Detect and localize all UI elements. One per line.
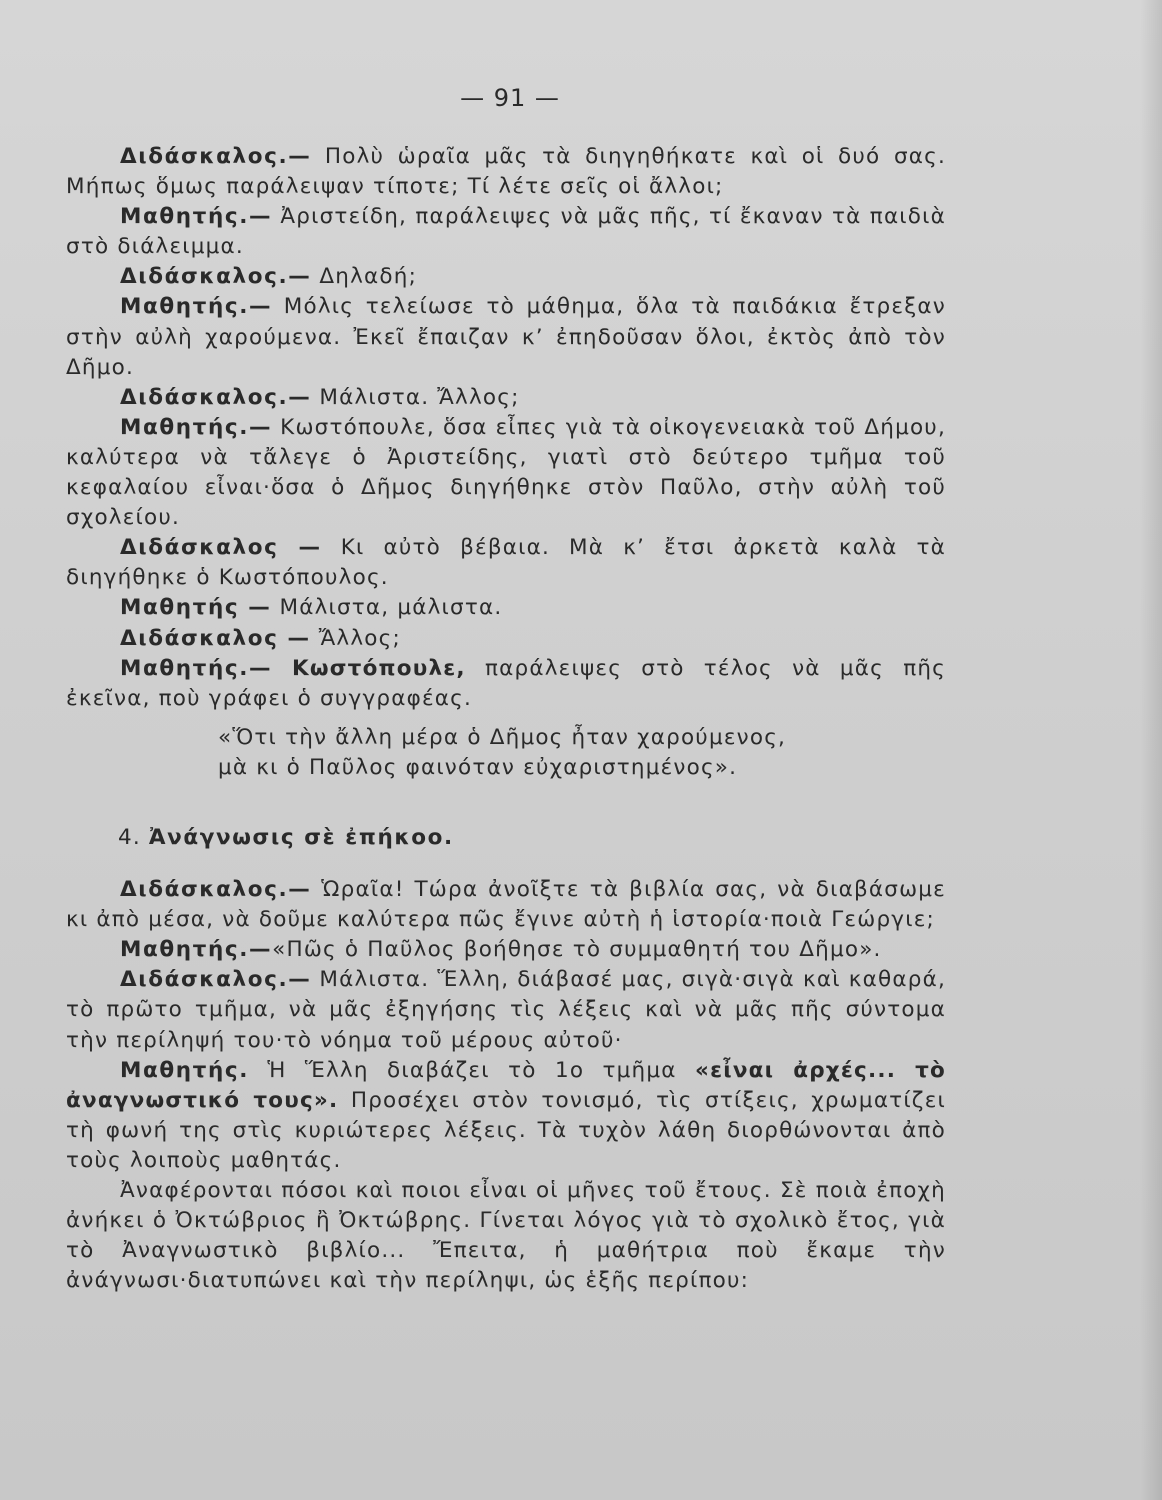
dialogue: Ἄλλος; bbox=[310, 625, 401, 651]
speaker: Μαθητής.— bbox=[120, 294, 273, 320]
quote-line-2: μὰ κι ὁ Παῦλος φαινόταν εὐχαριστημένος». bbox=[218, 754, 738, 780]
quotation bbox=[218, 723, 946, 783]
speaker: Μαθητής.— bbox=[120, 414, 273, 440]
speaker: Μαθητής.— bbox=[120, 937, 273, 963]
speaker: Μαθητής.— bbox=[120, 655, 273, 681]
paragraph bbox=[66, 533, 946, 593]
paragraph bbox=[66, 965, 946, 1055]
dialogue: Δηλαδή; bbox=[311, 264, 418, 290]
dialogue: Μόλις τελείωσε τὸ μάθημα, ὅλα τὰ παιδάκια ἔτρεξαν στὴν αὐλὴ χαρούμενα. Ἐκεῖ ἔπαιζαν κ’ ἐπηδοῦσαν ὅλοι, ἐκτὸς ἀπὸ τὸν Δῆμο. bbox=[66, 294, 946, 380]
paragraph bbox=[66, 1056, 946, 1176]
page-number: — 91 — bbox=[460, 84, 560, 112]
dialogue: Μάλιστα. Ἕλλη, διάβασέ μας, σιγὰ·σιγὰ καὶ καθαρά, τὸ πρῶτο τμῆμα, νὰ μᾶς ἐξηγήσης τὶς λέξεις καὶ νὰ μᾶς πῆς σύντομα τὴν περίληψή του·τὸ νόημα τοῦ μέρους αὐτοῦ· bbox=[66, 967, 946, 1053]
speaker: Διδάσκαλος.— bbox=[120, 384, 312, 410]
section-title: Ἀνάγνωσις σὲ ἐπήκοο. bbox=[148, 824, 454, 850]
dialogue-bold: «εἶναι ἀρχές... τὸ ἀναγνωστικό τους». bbox=[66, 1057, 946, 1113]
speaker: Μαθητής. bbox=[120, 1057, 249, 1083]
dialogue: Μάλιστα, μάλιστα. bbox=[271, 595, 503, 621]
paragraph bbox=[66, 142, 946, 202]
speaker: Διδάσκαλος.— bbox=[120, 967, 312, 993]
paragraph bbox=[66, 624, 946, 654]
dialogue: παράλειψες στὸ τέλος νὰ μᾶς πῆς ἐκεῖνα, ποὺ γράφει ὁ συγγραφέας. bbox=[66, 655, 946, 711]
section-number: 4. bbox=[118, 824, 141, 850]
dialogue-bold: Κωστόπουλε, bbox=[272, 655, 466, 681]
paragraph bbox=[66, 593, 946, 623]
speaker: Διδάσκαλος — bbox=[120, 535, 322, 561]
dialogue: Ἀριστείδη, παράλειψες νὰ μᾶς πῆς, τί ἔκαναν τὰ παιδιὰ στὸ διάλειμμα. bbox=[66, 204, 946, 260]
speaker: Μαθητής.— bbox=[120, 204, 273, 230]
speaker: Διδάσκαλος.— bbox=[120, 144, 312, 169]
paragraph bbox=[66, 262, 946, 292]
paragraph bbox=[66, 413, 946, 533]
speaker: Διδάσκαλος.— bbox=[120, 264, 312, 290]
quote-line-1: «Ὅτι τὴν ἄλλη μέρα ὁ Δῆμος ἦταν χαρούμενος, bbox=[218, 724, 787, 750]
dialogue: «Πῶς ὁ Παῦλος βοήθησε τὸ συμμαθητή του Δῆμο». bbox=[272, 937, 882, 963]
paragraph bbox=[66, 1176, 946, 1296]
paragraph bbox=[66, 202, 946, 262]
speaker: Διδάσκαλος.— bbox=[120, 877, 312, 903]
body-text bbox=[66, 142, 946, 1296]
dialogue: Κι αὐτὸ βέβαια. Μὰ κ’ ἔτσι ἀρκετὰ καλὰ τὰ διηγήθηκε ὁ Κωστόπουλος. bbox=[66, 535, 947, 591]
speaker: Διδάσκαλος — bbox=[120, 625, 311, 651]
paragraph bbox=[66, 875, 946, 935]
paragraph bbox=[66, 383, 946, 413]
narration: Ἀναφέρονται πόσοι καὶ ποιοι εἶναι οἱ μῆνες τοῦ ἔτους. Σὲ ποιὰ ἐποχὴ ἀνήκει ὁ Ὀκτώβριος ἢ Ὀκτώβρης. Γίνεται λόγος γιὰ τὸ σχολικὸ ἔτος, γιὰ τὸ Ἀναγνωστικὸ βιβλίο... Ἔπειτα, ἡ μαθήτρια ποὺ ἔκαμε τὴν ἀνάγνωσι·διατυπώνει καὶ τὴν περίληψι, ὡς ἑξῆς περίπου: bbox=[66, 1178, 946, 1294]
speaker: Μαθητής — bbox=[120, 595, 272, 621]
dialogue: Μάλιστα. Ἄλλος; bbox=[311, 384, 520, 410]
dialogue: Κωστόπουλε, ὅσα εἶπες γιὰ τὰ οἰκογενειακὰ τοῦ Δήμου, καλύτερα νὰ τἄλεγε ὁ Ἀριστείδης, γιατὶ στὸ δεύτερο τμῆμα τοῦ κεφαλαίου εἶναι·ὅσα ὁ Δῆμος διηγήθηκε στὸν Παῦλο, στὴν αὐλὴ τοῦ σχολείου. bbox=[66, 414, 946, 531]
dialogue: Πολὺ ὡραῖα μᾶς τὰ διηγηθήκατε καὶ οἱ δυό σας. Μήπως ὅμως παράλειψαν τίποτε; Τί λέτε σεῖς οἱ ἄλλοι; bbox=[66, 144, 946, 200]
dialogue: Ἡ Ἕλλη διαβάζει τὸ 1ο τμῆμα bbox=[248, 1057, 695, 1083]
paragraph bbox=[66, 654, 946, 714]
page-edge-shadow bbox=[1140, 0, 1162, 1500]
section-heading bbox=[118, 823, 946, 853]
dialogue: Προσέχει στὸν τονισμό, τὶς στίξεις, χρωματίζει τὴ φωνή της στὶς κυριώτερες λέξεις. Τὰ τυχὸν λάθη διορθώνονται ἀπὸ τοὺς λοιποὺς μαθητάς. bbox=[66, 1087, 946, 1173]
paragraph bbox=[66, 935, 946, 965]
paragraph bbox=[66, 292, 946, 382]
dialogue: Ὡραῖα! Τώρα ἀνοῖξτε τὰ βιβλία σας, νὰ διαβάσωμε κι ἀπὸ μέσα, νὰ δοῦμε καλύτερα πῶς ἔγινε αὐτὴ ἡ ἱστορία·ποιὰ Γεώργιε; bbox=[66, 877, 946, 933]
